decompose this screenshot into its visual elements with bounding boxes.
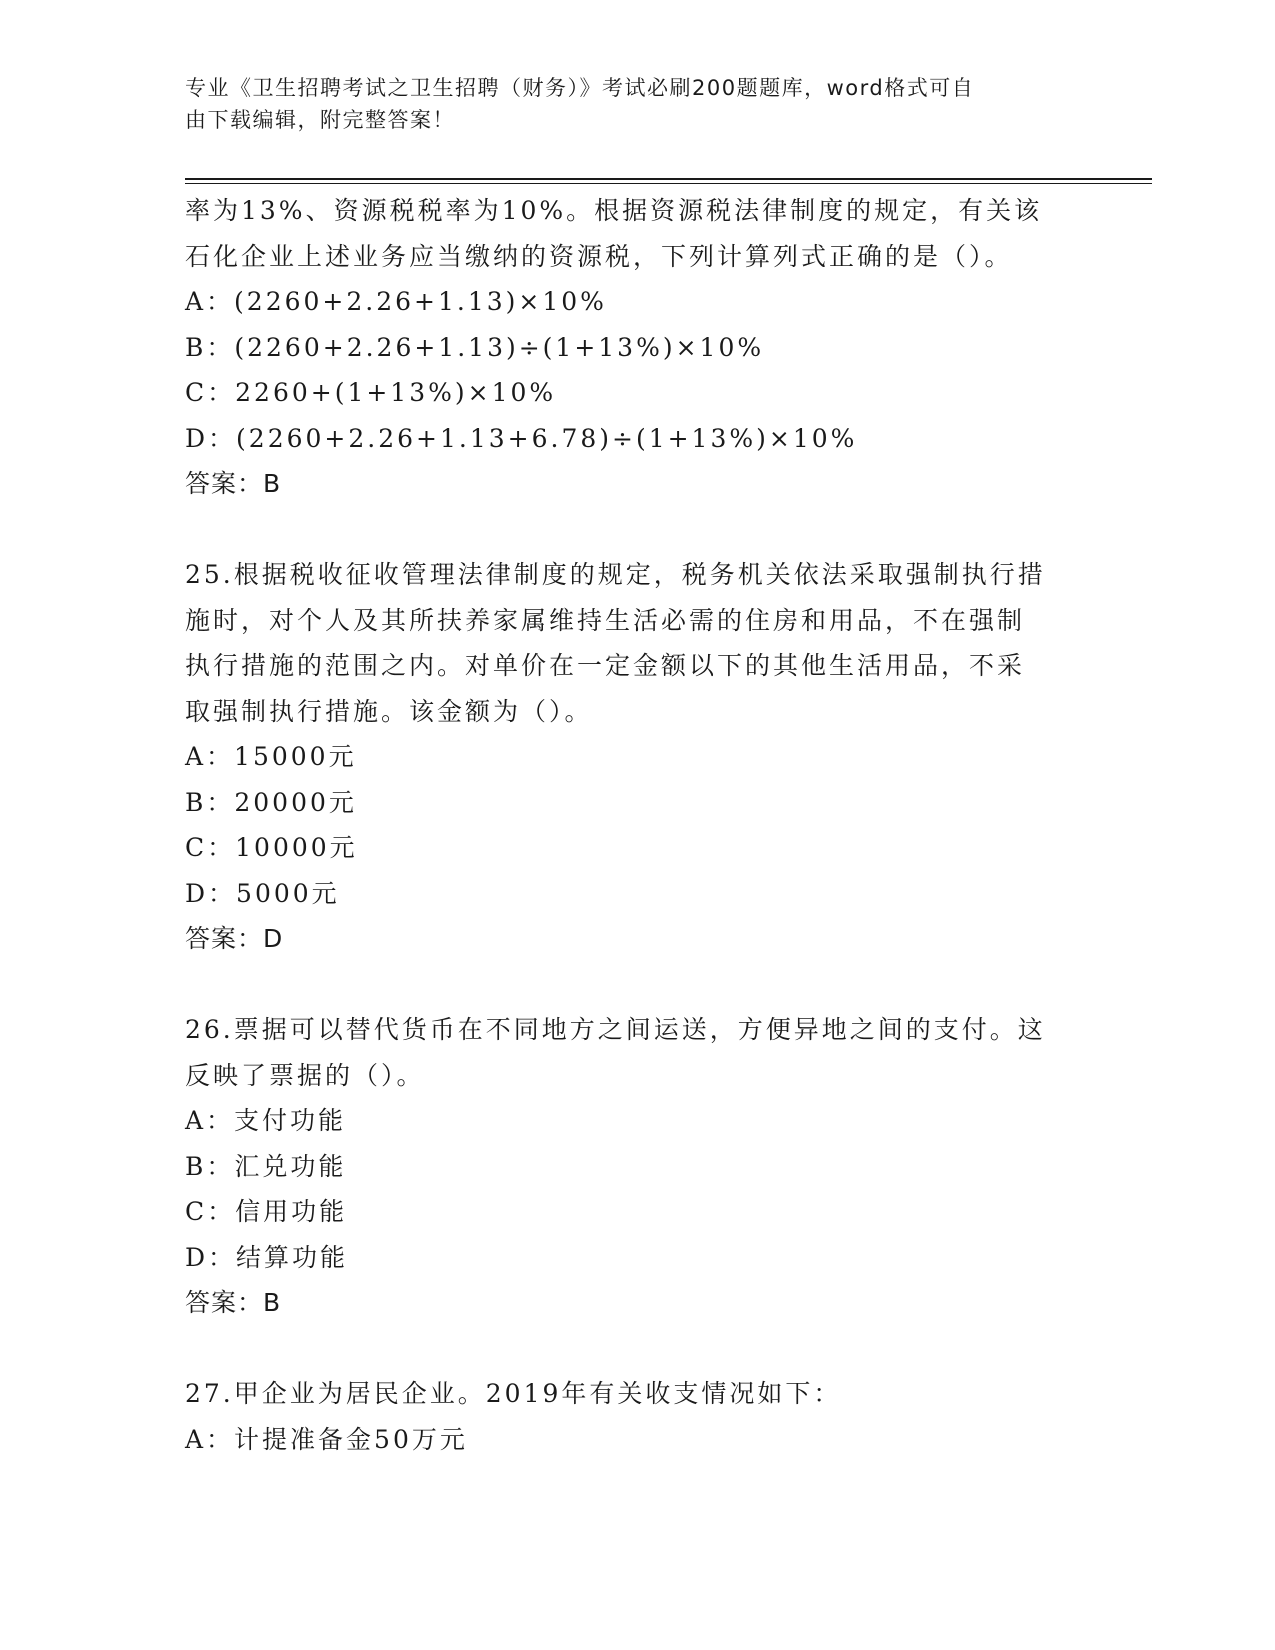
option-b: B：20000元 — [185, 787, 357, 817]
option-c: C：10000元 — [185, 833, 358, 862]
header-title-line-1: 专业《卫生招聘考试之卫生招聘（财务）》考试必刷200题题库，word格式可自 — [185, 76, 975, 100]
question-stem-line: 取强制执行措施。该金额为（）。 — [185, 696, 593, 726]
option-d: D：(2260+2.26+1.13+6.78)÷(1+13%)×10% — [185, 423, 858, 453]
spacer — [185, 1326, 1085, 1372]
question-content — [185, 188, 1085, 1462]
question-25 — [185, 552, 1085, 962]
question-24 — [185, 188, 1085, 507]
question-stem-line: 反映了票据的（）。 — [185, 1060, 425, 1090]
option-a: A：(2260+2.26+1.13)×10% — [185, 287, 607, 316]
question-26 — [185, 1007, 1085, 1326]
spacer — [185, 962, 1085, 1008]
option-a: A：15000元 — [185, 742, 357, 771]
option-d: D：5000元 — [185, 878, 340, 908]
option-c: C：信用功能 — [185, 1197, 348, 1226]
option-b: B：汇兑功能 — [185, 1151, 347, 1181]
answer-line: 答案：B — [185, 1288, 282, 1317]
spacer — [185, 507, 1085, 553]
header-rule-thick — [185, 178, 1152, 180]
question-stem-line: 执行措施的范围之内。对单价在一定金额以下的其他生活用品，不采 — [185, 651, 1026, 680]
option-c: C：2260+(1+13%)×10% — [185, 378, 557, 407]
option-a: A：支付功能 — [185, 1106, 347, 1135]
header-rule-thin — [185, 183, 1152, 184]
option-d: D：结算功能 — [185, 1242, 349, 1272]
question-27 — [185, 1371, 1085, 1462]
question-stem-line: 率为13%、资源税税率为10%。根据资源税法律制度的规定，有关该 — [185, 196, 1043, 225]
question-stem-line: 施时，对个人及其所扶养家属维持生活必需的住房和用品，不在强制 — [185, 605, 1026, 635]
question-stem-line: 石化企业上述业务应当缴纳的资源税，下列计算列式正确的是（）。 — [185, 241, 1013, 271]
answer-line: 答案：B — [185, 469, 282, 498]
question-stem-line: 27.甲企业为居民企业。2019年有关收支情况如下： — [185, 1379, 842, 1408]
option-b: B：(2260+2.26+1.13)÷(1+13%)×10% — [185, 332, 765, 362]
header-title-line-2: 由下载编辑，附完整答案！ — [185, 108, 455, 132]
answer-line: 答案：D — [185, 924, 284, 953]
option-a: A：计提准备金50万元 — [185, 1424, 468, 1454]
question-stem-line: 25.根据税收征收管理法律制度的规定，税务机关依法采取强制执行措 — [185, 560, 1046, 589]
document-header — [185, 72, 1065, 136]
question-stem-line: 26.票据可以替代货币在不同地方之间运送，方便异地之间的支付。这 — [185, 1015, 1046, 1044]
